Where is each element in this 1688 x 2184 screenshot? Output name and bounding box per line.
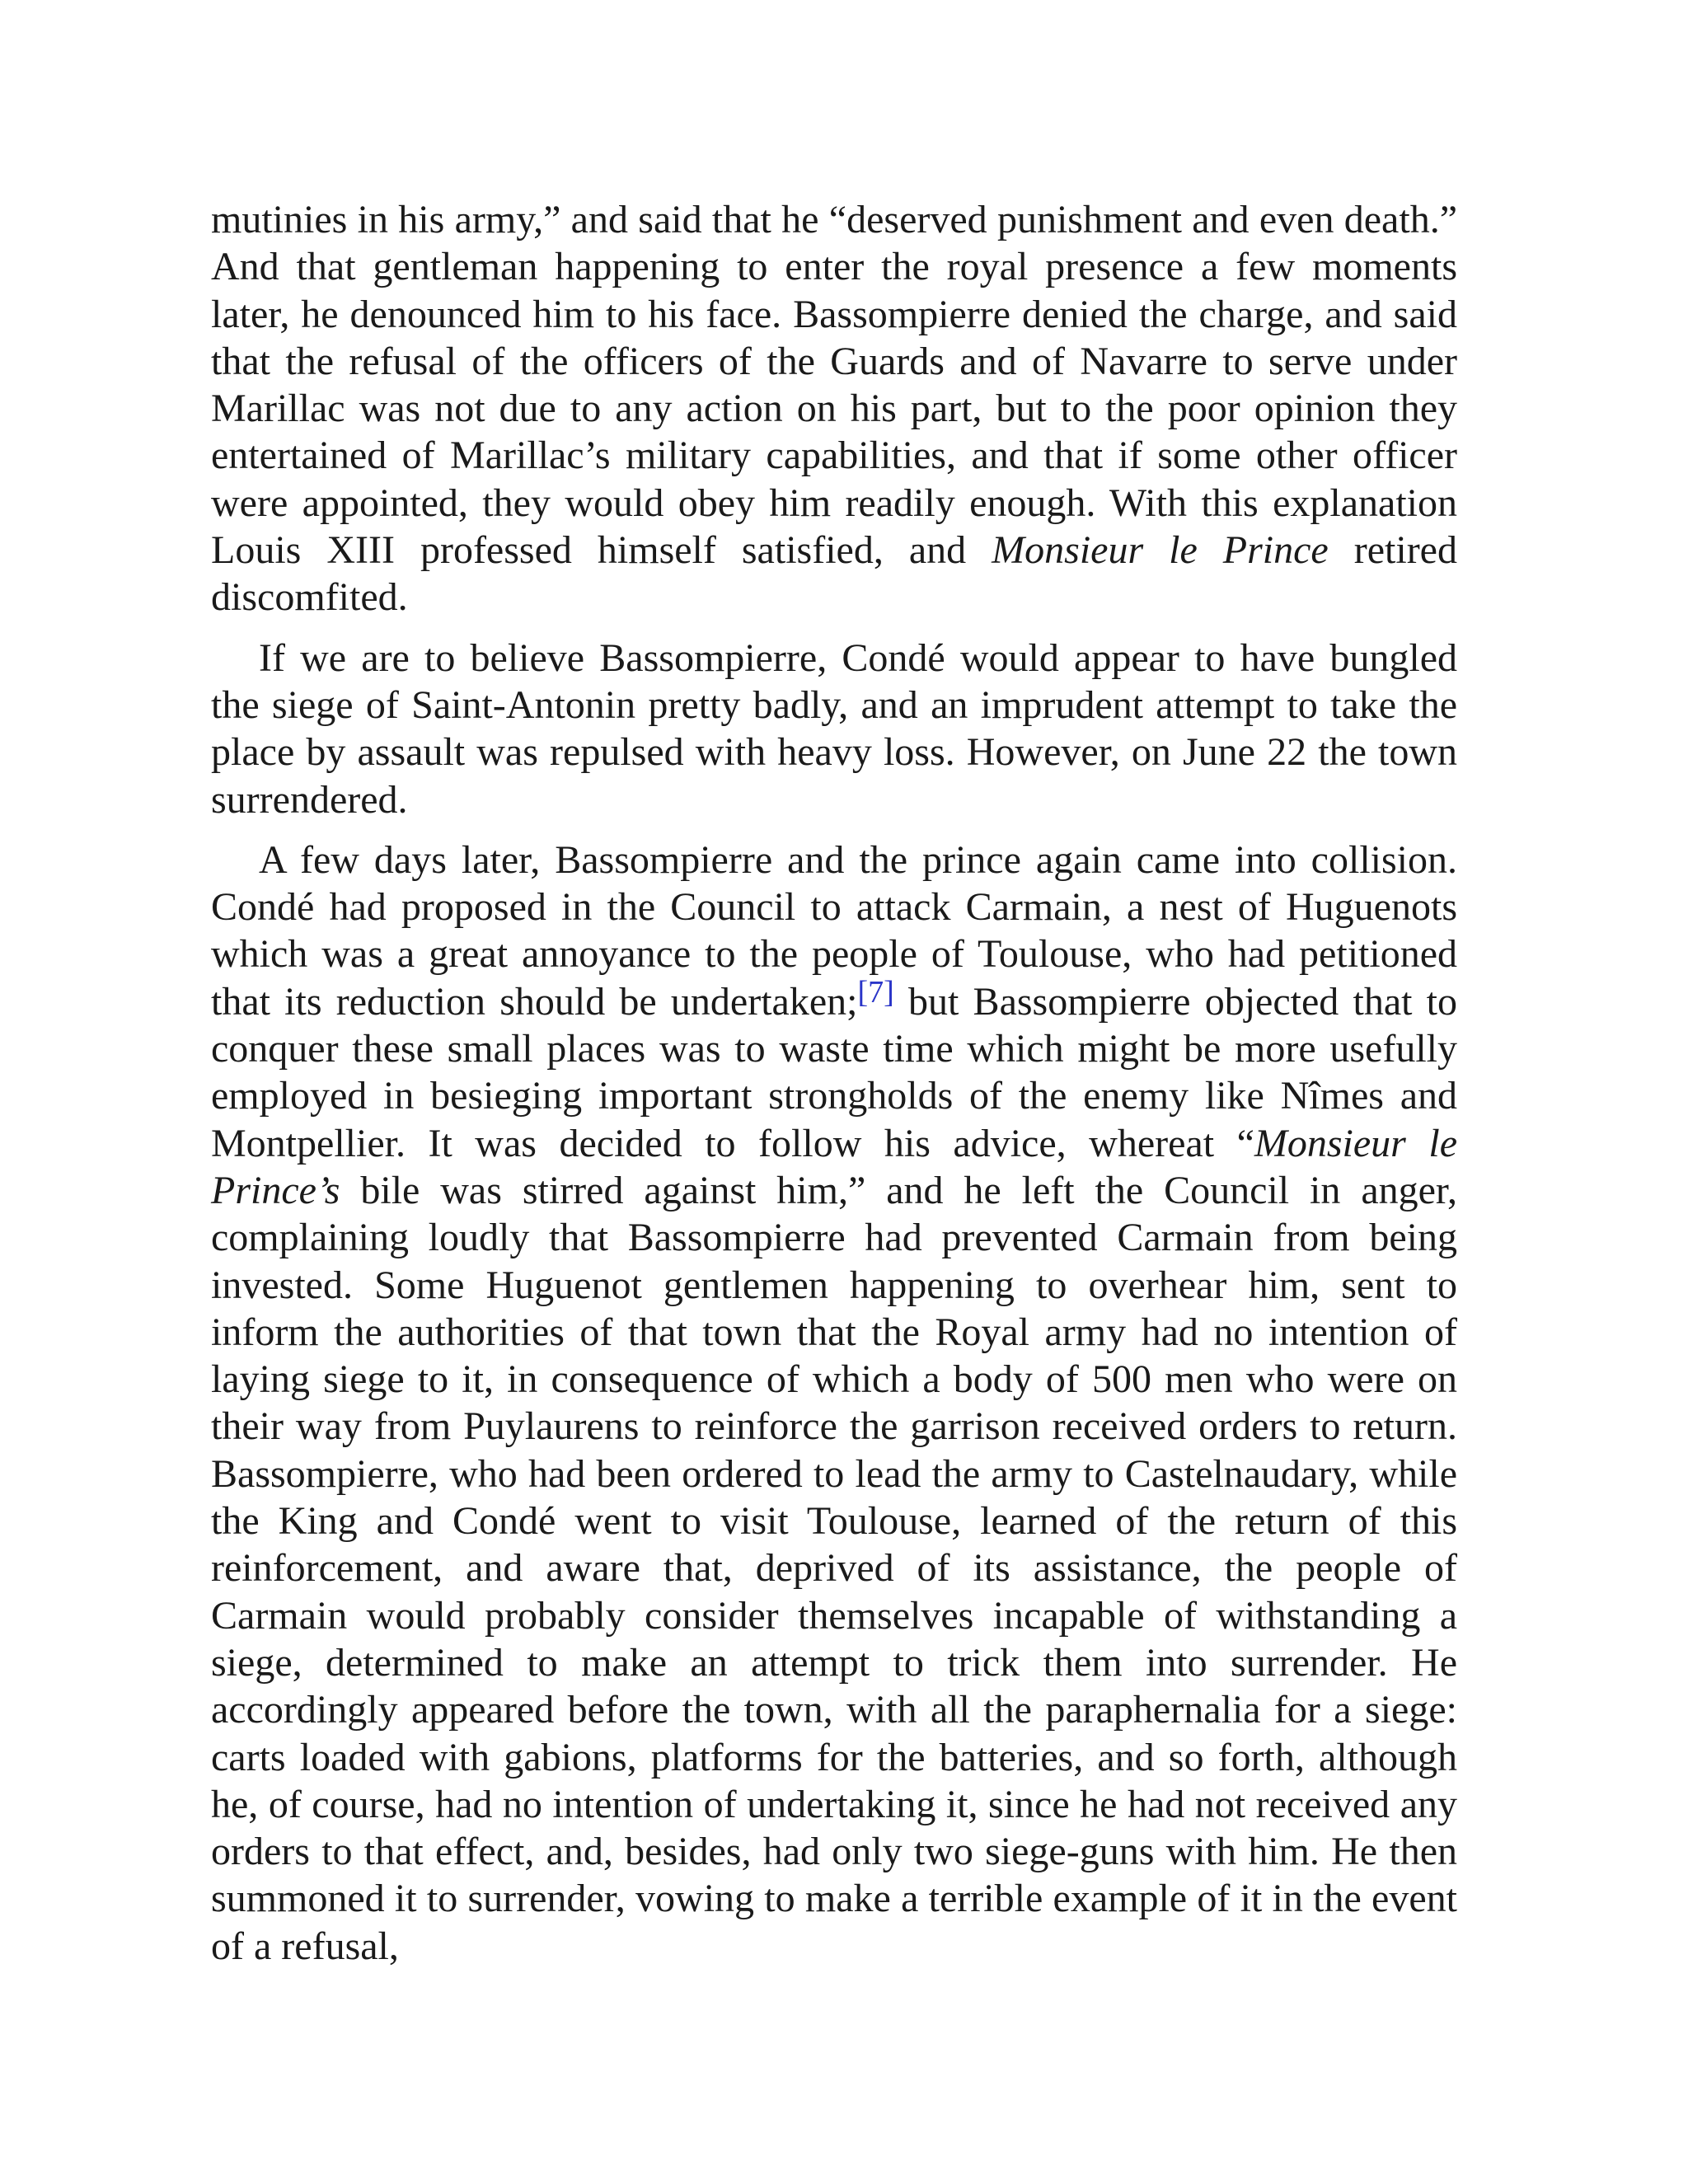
- paragraph-text: bile was stirred against him,” and he left the Council in anger, complaining loudly that Bassompierre had prevented Carmain from being invested. Some Huguenot gentlemen happening to overhear him, sent to inform the authorities of that town that the Royal army had no intention of laying siege to it, in consequence of which a body of 500 men who were on their way from Puylaurens to reinforce the garrison received orders to return. Bassompierre, who had been ordered to lead the army to Castelnaudary, while the King and Condé went to visit Toulouse, learned of the return of this reinforcement, and aware that, deprived of its assistance, the people of Carmain would probably consider themselves incapable of withstanding a siege, determined to make an attempt to trick them into surrender. He accordingly appeared before the town, with all the paraphernalia for a siege: carts loaded with gabions, platforms for the batteries, and so forth, although he, of course, had no intention of undertaking it, since he had not received any orders to that effect, and, besides, had only two siege-guns with him. He then summoned it to surrender, vowing to make a terrible example of it in the event of a refusal,: [211, 1168, 1457, 1968]
- paragraph: [211, 837, 1457, 1970]
- book-page-body: [211, 196, 1457, 1983]
- paragraph-text: but Bassompierre objected that to conquer these small places was to waste time which might be more usefully employed in besieging important strongholds of the enemy like Nîmes and Montpellier. It was decided to follow his advice, whereat “: [211, 979, 1457, 1165]
- italic-title: Monsieur le Prince: [992, 528, 1329, 573]
- paragraph-text: retired discomfited.: [211, 528, 1457, 620]
- italic-title: Monsieur le Prince’s: [211, 1121, 1458, 1212]
- paragraph: [211, 635, 1457, 823]
- paragraph-text: mutinies in his army,” and said that he “deserved punishment and even death.” And that gentleman happening to enter the royal presence a few moments later, he denounced him to his face. Bassompierre denied the charge, and said that the refusal of the officers of the Guards and of Navarre to serve under Marillac was not due to any action on his part, but to the poor opinion they entertained of Marillac’s military capabilities, and that if some other officer were appointed, they would obey him readily enough. With this explanation Louis XIII professed himself satisfied, and: [211, 198, 1457, 573]
- paragraph-text: If we are to believe Bassompierre, Condé would appear to have bungled the siege of Saint-Antonin pretty badly, and an imprudent attempt to take the place by assault was repulsed with heavy loss. However, on June 22 the town surrendered.: [211, 635, 1457, 822]
- paragraph-text: A few days later, Bassompierre and the prince again came into collision. Condé had proposed in the Council to attack Carmain, a nest of Huguenots which was a great annoyance to the people of Toulouse, who had petitioned that its reduction should be undertaken;: [211, 837, 1457, 1024]
- paragraph: [211, 196, 1457, 621]
- footnote-link[interactable]: [7]: [857, 974, 894, 1010]
